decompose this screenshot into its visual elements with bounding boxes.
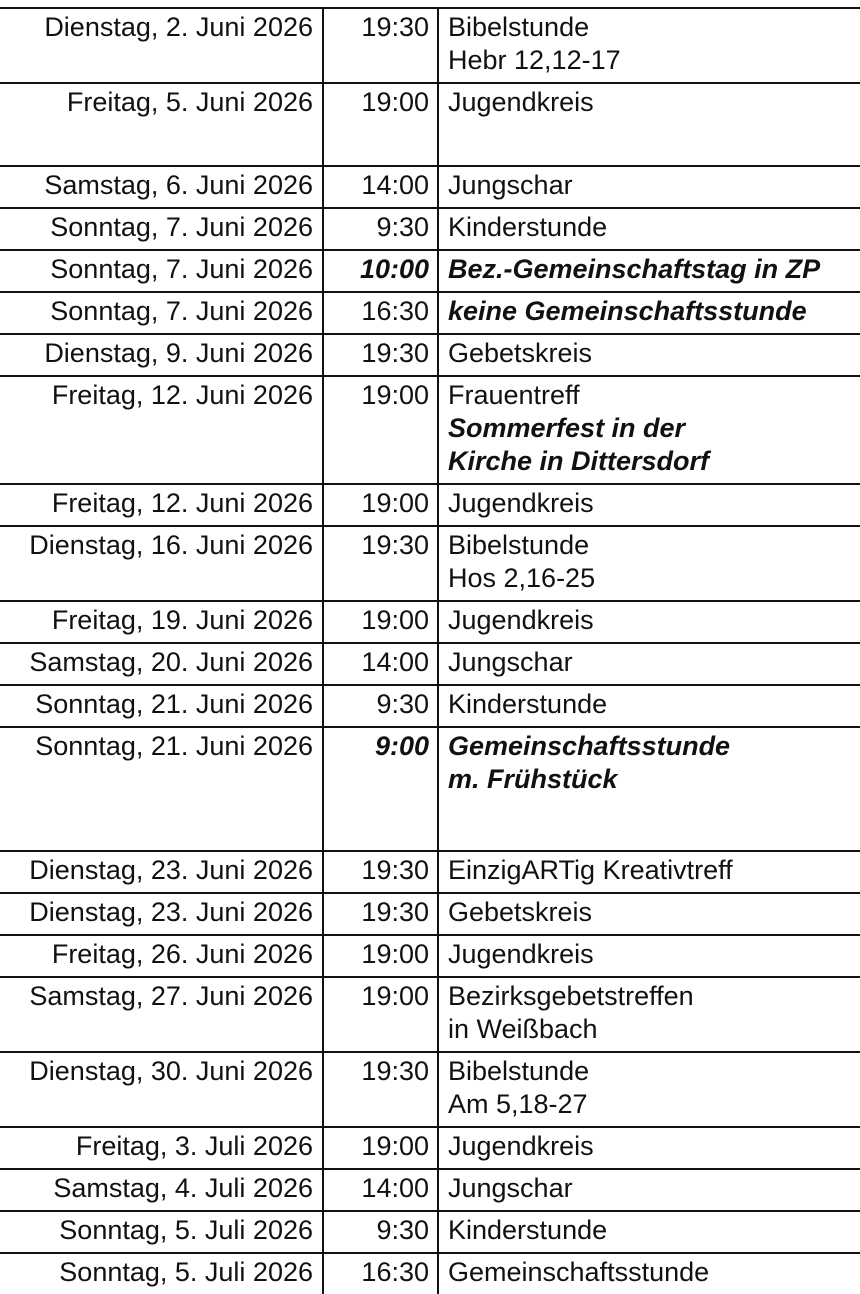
table-row	[0, 83, 860, 166]
date-cell: Sonntag, 7. Juni 2026	[0, 292, 323, 334]
time-cell: 19:00	[323, 601, 438, 643]
table-row	[0, 292, 860, 334]
time-cell: 9:30	[323, 208, 438, 250]
event-line: Kirche in Dittersdorf	[448, 446, 710, 476]
time-cell: 19:00	[323, 484, 438, 526]
date-cell: Freitag, 5. Juni 2026	[0, 83, 323, 166]
date-cell: Freitag, 19. Juni 2026	[0, 601, 323, 643]
schedule-body	[0, 8, 860, 1294]
event-cell	[438, 727, 860, 851]
time-cell: 14:00	[323, 1169, 438, 1211]
table-row	[0, 893, 860, 935]
event-line: Bibelstunde	[448, 1056, 590, 1086]
table-row	[0, 1127, 860, 1169]
time-cell: 14:00	[323, 166, 438, 208]
event-line: Kinderstunde	[448, 212, 608, 242]
date-cell: Sonntag, 21. Juni 2026	[0, 727, 323, 851]
time-cell: 10:00	[323, 250, 438, 292]
table-row	[0, 935, 860, 977]
table-row	[0, 643, 860, 685]
date-cell: Samstag, 20. Juni 2026	[0, 643, 323, 685]
date-cell: Dienstag, 9. Juni 2026	[0, 334, 323, 376]
time-cell: 19:00	[323, 935, 438, 977]
date-cell: Sonntag, 5. Juli 2026	[0, 1253, 323, 1294]
table-row	[0, 685, 860, 727]
table-row	[0, 8, 860, 83]
time-cell: 19:30	[323, 526, 438, 601]
time-cell: 16:30	[323, 292, 438, 334]
event-line: Jugendkreis	[448, 1131, 594, 1161]
event-cell	[438, 376, 860, 484]
event-cell	[438, 851, 860, 893]
event-line: Gemeinschaftsstunde	[448, 731, 731, 761]
time-cell: 9:30	[323, 685, 438, 727]
event-line: keine Gemeinschaftsstunde	[448, 296, 807, 326]
time-cell: 19:00	[323, 83, 438, 166]
event-cell	[438, 893, 860, 935]
table-row	[0, 250, 860, 292]
event-line: Bibelstunde	[448, 530, 590, 560]
event-cell	[438, 1052, 860, 1127]
event-line: Gebetskreis	[448, 338, 593, 368]
event-cell	[438, 1127, 860, 1169]
event-line: Gemeinschaftsstunde	[448, 1257, 710, 1287]
event-cell	[438, 334, 860, 376]
table-row	[0, 208, 860, 250]
date-cell: Sonntag, 21. Juni 2026	[0, 685, 323, 727]
time-cell: 19:30	[323, 851, 438, 893]
table-row	[0, 1253, 860, 1294]
date-cell: Dienstag, 23. Juni 2026	[0, 893, 323, 935]
time-cell: 19:00	[323, 1127, 438, 1169]
event-line: Jugendkreis	[448, 939, 594, 969]
event-line: Sommerfest in der	[448, 413, 686, 443]
event-cell	[438, 166, 860, 208]
time-cell: 19:00	[323, 977, 438, 1052]
event-line: Bibelstunde	[448, 12, 590, 42]
table-row	[0, 601, 860, 643]
time-cell: 14:00	[323, 643, 438, 685]
event-line: m. Frühstück	[448, 764, 618, 794]
time-cell: 19:30	[323, 8, 438, 83]
date-cell: Dienstag, 2. Juni 2026	[0, 8, 323, 83]
event-cell	[438, 484, 860, 526]
event-cell	[438, 526, 860, 601]
event-cell	[438, 1211, 860, 1253]
event-line: in Weißbach	[448, 1014, 598, 1044]
time-cell: 19:30	[323, 334, 438, 376]
time-cell: 19:00	[323, 376, 438, 484]
date-cell: Samstag, 6. Juni 2026	[0, 166, 323, 208]
date-cell: Freitag, 12. Juni 2026	[0, 484, 323, 526]
event-cell	[438, 643, 860, 685]
event-cell	[438, 292, 860, 334]
table-row	[0, 1169, 860, 1211]
event-line: Bez.-Gemeinschaftstag in ZP	[448, 254, 821, 284]
table-row	[0, 977, 860, 1052]
table-row	[0, 526, 860, 601]
date-cell: Dienstag, 16. Juni 2026	[0, 526, 323, 601]
time-cell: 16:30	[323, 1253, 438, 1294]
event-line: Jugendkreis	[448, 87, 594, 117]
table-row	[0, 1211, 860, 1253]
table-row	[0, 1052, 860, 1127]
event-line: EinzigARTig Kreativtreff	[448, 855, 733, 885]
event-cell	[438, 935, 860, 977]
schedule-table	[0, 7, 860, 1294]
event-cell	[438, 1253, 860, 1294]
time-cell: 9:00	[323, 727, 438, 851]
event-line: Gebetskreis	[448, 897, 593, 927]
table-row	[0, 376, 860, 484]
event-cell	[438, 601, 860, 643]
event-cell	[438, 208, 860, 250]
date-cell: Dienstag, 30. Juni 2026	[0, 1052, 323, 1127]
time-cell: 19:30	[323, 893, 438, 935]
date-cell: Sonntag, 7. Juni 2026	[0, 208, 323, 250]
date-cell: Sonntag, 7. Juni 2026	[0, 250, 323, 292]
event-cell	[438, 83, 860, 166]
event-line: Bezirksgebetstreffen	[448, 981, 694, 1011]
date-cell: Dienstag, 23. Juni 2026	[0, 851, 323, 893]
event-line: Hebr 12,12-17	[448, 45, 621, 75]
event-cell	[438, 685, 860, 727]
date-cell: Samstag, 4. Juli 2026	[0, 1169, 323, 1211]
event-cell	[438, 250, 860, 292]
event-line: Am 5,18-27	[448, 1089, 588, 1119]
event-line: Jungschar	[448, 170, 573, 200]
event-line: Jungschar	[448, 1173, 573, 1203]
event-cell	[438, 977, 860, 1052]
event-line: Jugendkreis	[448, 488, 594, 518]
event-cell	[438, 8, 860, 83]
event-line: Kinderstunde	[448, 1215, 608, 1245]
table-row	[0, 851, 860, 893]
date-cell: Freitag, 3. Juli 2026	[0, 1127, 323, 1169]
table-row	[0, 166, 860, 208]
date-cell: Freitag, 12. Juni 2026	[0, 376, 323, 484]
table-row	[0, 727, 860, 851]
date-cell: Samstag, 27. Juni 2026	[0, 977, 323, 1052]
table-row	[0, 484, 860, 526]
date-cell: Sonntag, 5. Juli 2026	[0, 1211, 323, 1253]
date-cell: Freitag, 26. Juni 2026	[0, 935, 323, 977]
table-row	[0, 334, 860, 376]
event-line: Jungschar	[448, 647, 573, 677]
event-line: Frauentreff	[448, 380, 580, 410]
event-cell	[438, 1169, 860, 1211]
event-line: Jugendkreis	[448, 605, 594, 635]
time-cell: 9:30	[323, 1211, 438, 1253]
event-line: Hos 2,16-25	[448, 563, 596, 593]
event-line: Kinderstunde	[448, 689, 608, 719]
time-cell: 19:30	[323, 1052, 438, 1127]
